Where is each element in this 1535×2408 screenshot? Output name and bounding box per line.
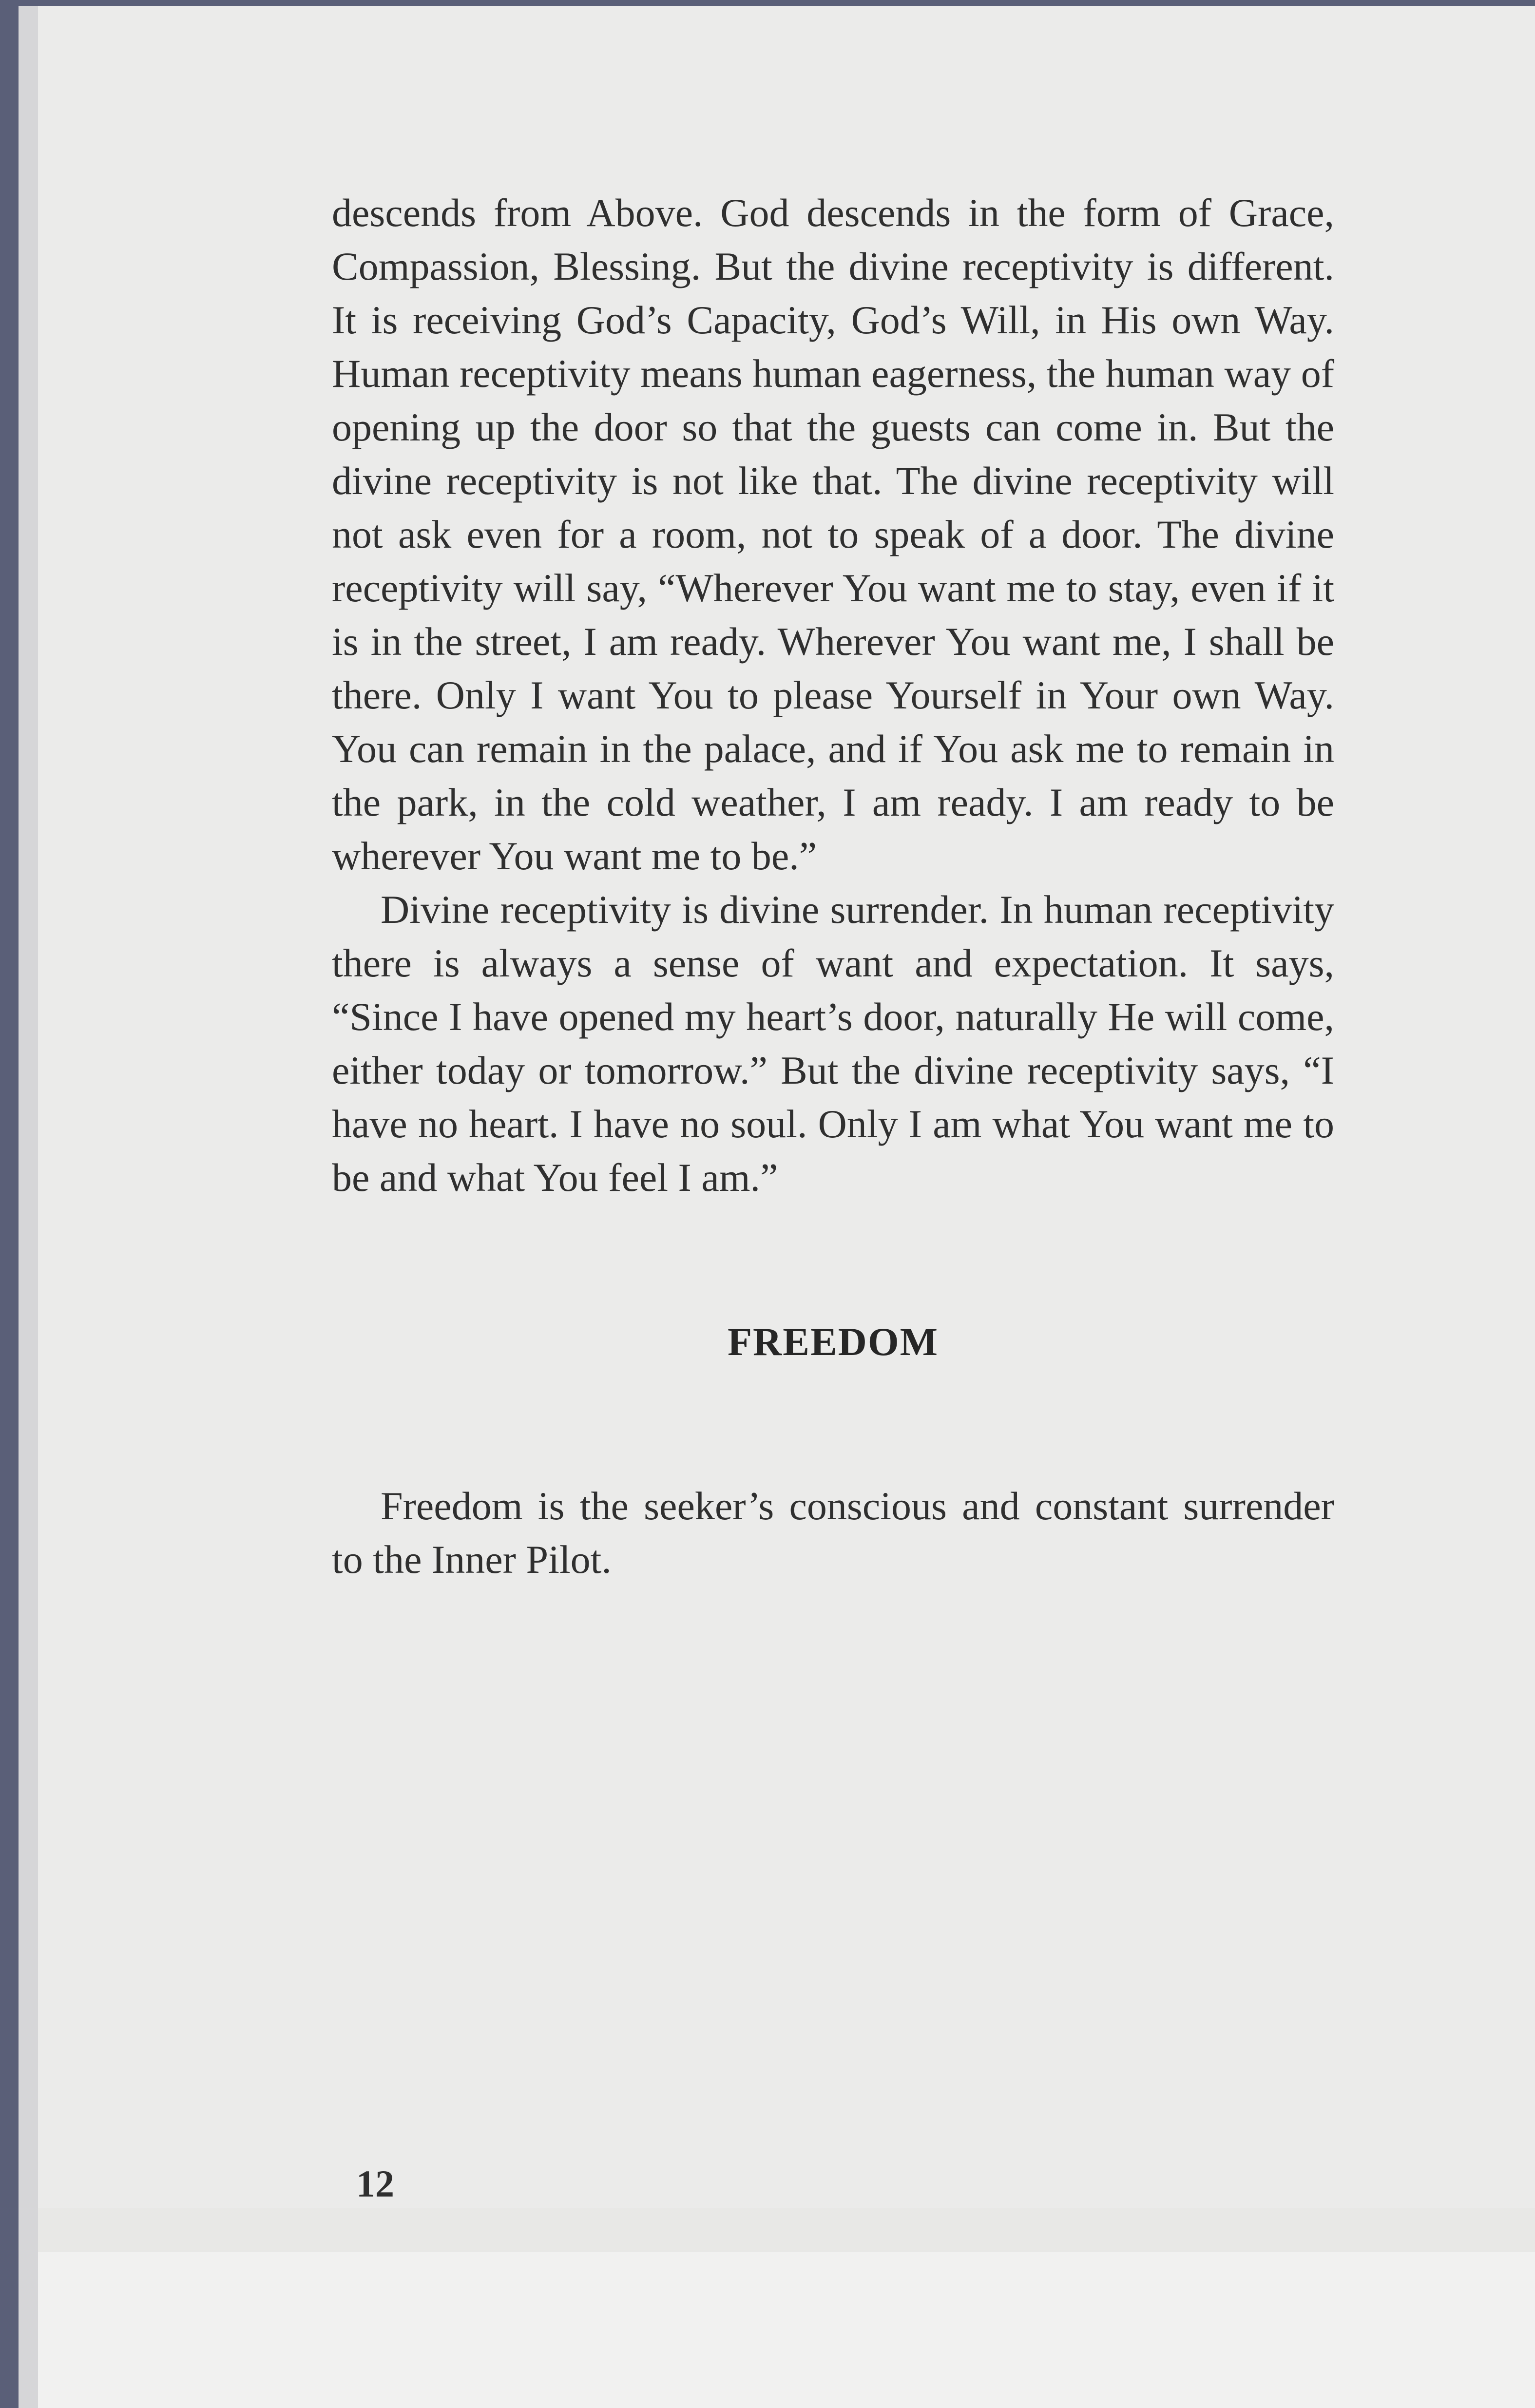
page-left-edge [19, 6, 38, 2408]
section-heading: FREEDOM [727, 1319, 939, 1364]
page-shade-bottom [19, 2252, 1535, 2408]
paragraph-surrender: Divine receptivity is divine surrender. In human receptivity there is always a sense of want and expectation. It says, “Since I have opened my heart’s door, naturally He will come, either today or tomorrow.” But the divine receptivity says, “I have no heart. I have no soul. Only I am what You want me to be and what You feel I am.” [332, 887, 1334, 1200]
paragraph-freedom: Freedom is the seeker’s conscious and constant surrender to the Inner Pilot. [332, 1484, 1334, 1582]
paragraph-receptivity: descends from Above. God descends in the form of Grace, Compassion, Blessing. But the divine receptivity is different. It is receiving God’s Capacity, God’s Will, in His own Way. Human receptivity means human eagerness, the human way of opening up the door so that the guests can come in. But the divine receptivity is not like that. The divine receptivity will not ask even for a room, not to speak of a door. The divine receptivity will say, “Wherever You want me to stay, even if it is in the street, I am ready. Wherever You want me, I shall be there. Only I want You to please Yourself in Your own Way. You can remain in the palace, and if You ask me to remain in the park, in the cold weather, I am ready. I am ready to be wherever You want me to be.” [332, 191, 1334, 878]
book-page [19, 6, 1535, 2408]
page-number: 12 [356, 2162, 394, 2205]
body-text [332, 186, 1334, 1586]
